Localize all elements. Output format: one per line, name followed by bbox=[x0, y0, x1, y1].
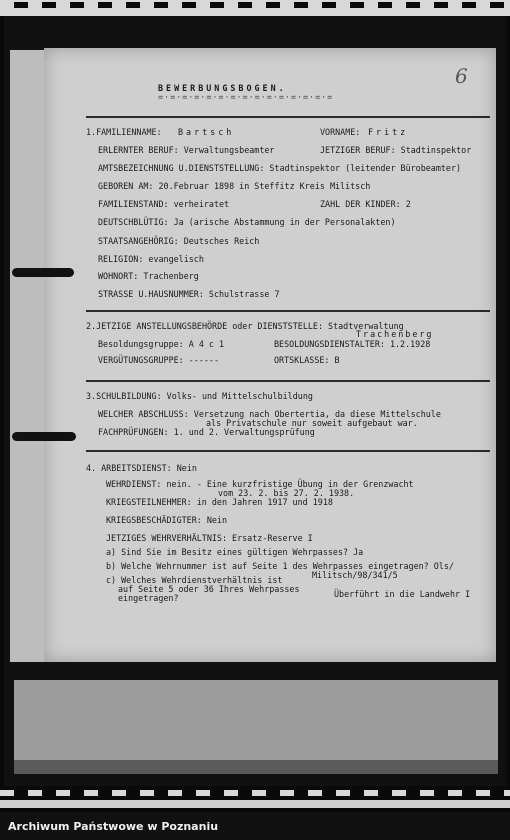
page-number: 6 bbox=[455, 64, 468, 88]
vorname-value: Fritz bbox=[368, 127, 409, 137]
familienname-value: Bartsch bbox=[178, 127, 235, 137]
divider-4 bbox=[86, 450, 490, 452]
amtsbezeichnung: AMTSBEZEICHNUNG U.DIENSTSTELLUNG: Stadtinspektor (leitender Bürobeamter) bbox=[98, 163, 462, 173]
kriegsteilnehmer: KRIEGSTEILNEHMER: in den Jahren 1917 und 1918 bbox=[106, 497, 333, 507]
dienststelle-ort: Trachenberg bbox=[356, 329, 434, 339]
film-perforation-top bbox=[0, 2, 510, 8]
divider-1 bbox=[86, 116, 490, 118]
ortsklasse: ORTSKLASSE: B bbox=[274, 355, 340, 365]
erlernter-beruf: ERLERNTER BERUF: Verwaltungsbeamter bbox=[98, 145, 275, 155]
frage-c-line1: c) Welches Wehrdienstverhältnis ist bbox=[106, 575, 283, 585]
underlying-page bbox=[14, 680, 498, 760]
wohnort: WOHNORT: Trachenberg bbox=[98, 271, 199, 281]
frage-b-antwort: Militsch/98/341/5 bbox=[312, 570, 398, 580]
verguetungsgruppe: VERGÜTUNGSGRUPPE: ------ bbox=[98, 355, 220, 365]
dienststelle: 2.JETZIGE ANSTELLUNGSBEHÖRDE oder DIENSTSTELLE: Stadtverwaltung bbox=[86, 321, 404, 331]
frage-a: a) Sind Sie im Besitz eines gültigen Wehrpasses? Ja bbox=[106, 547, 364, 557]
fachpruefungen: FACHPRÜFUNGEN: 1. und 2. Verwaltungsprüfung bbox=[98, 427, 315, 437]
besoldungsdienstalter: BESOLDUNGSDIENSTALTER: 1.2.1928 bbox=[274, 339, 431, 349]
title-underline: =·=·=·=·=·=·=·=·=·=·=·=·=·=·= bbox=[158, 92, 334, 102]
scan-bottom-edge bbox=[0, 800, 510, 808]
frage-b: b) Welche Wehrnummer ist auf Seite 1 des Wehrpasses eingetragen? Ols/ bbox=[106, 561, 454, 571]
archive-name: Archiwum Państwowe w Poznaniu bbox=[8, 820, 219, 833]
geboren: GEBOREN AM: 20.Februar 1898 in Steffitz Kreis Militsch bbox=[98, 181, 371, 191]
frage-c-line2: auf Seite 5 oder 36 Ihres Wehrpasses bbox=[118, 584, 300, 594]
underlying-strip bbox=[14, 760, 498, 774]
religion: RELIGION: evangelisch bbox=[98, 254, 204, 264]
strasse-hausnummer: STRASSE U.HAUSNUMMER: Schulstrasse 7 bbox=[98, 289, 280, 299]
divider-2 bbox=[86, 310, 490, 312]
schulbildung: 3.SCHULBILDUNG: Volks- und Mittelschulbildung bbox=[86, 391, 313, 401]
kriegsbeschaedigter: KRIEGSBESCHÄDIGTER: Nein bbox=[106, 515, 228, 525]
document-title: BEWERBUNGSBOGEN. bbox=[158, 83, 287, 93]
film-perforation-bottom bbox=[0, 790, 510, 796]
divider-3 bbox=[86, 380, 490, 382]
welcher-abschluss-cont: als Privatschule nur soweit aufgebaut war. bbox=[206, 418, 418, 428]
familienstand: FAMILIENSTAND: verheiratet bbox=[98, 199, 230, 209]
welcher-abschluss: WELCHER ABSCHLUSS: Versetzung nach Obertertia, da diese Mittelschule bbox=[98, 409, 441, 419]
frage-c-line3: eingetragen? bbox=[118, 593, 179, 603]
besoldungsgruppe: Besoldungsgruppe: A 4 c 1 bbox=[98, 339, 225, 349]
staatsangehoerig: STAATSANGEHÖRIG: Deutsches Reich bbox=[98, 236, 260, 246]
wehrdienst-cont: vom 23. 2. bis 27. 2. 1938. bbox=[218, 488, 355, 498]
folder-tab bbox=[10, 50, 44, 662]
wehrdienst: WEHRDIENST: nein. - Eine kurzfristige Übung in der Grenzwacht bbox=[106, 479, 414, 489]
frage-c-antwort: Überführt in die Landwehr I bbox=[334, 589, 471, 599]
deutschbluetig: DEUTSCHBLÜTIG: Ja (arische Abstammung in der Personalakten) bbox=[98, 217, 396, 227]
arbeitsdienst: 4. ARBEITSDIENST: Nein bbox=[86, 463, 197, 473]
jetziges-wehrverhaeltnis: JETZIGES WEHRVERHÄLTNIS: Ersatz-Reserve I bbox=[106, 533, 313, 543]
punch-hole-top bbox=[12, 268, 74, 277]
punch-hole-bottom bbox=[12, 432, 76, 441]
archive-footer bbox=[0, 812, 510, 840]
vorname-label: VORNAME: bbox=[320, 127, 361, 137]
jetziger-beruf: JETZIGER BERUF: Stadtinspektor bbox=[320, 145, 472, 155]
familienname-label: 1.FAMILIENNAME: bbox=[86, 127, 162, 137]
zahl-der-kinder: ZAHL DER KINDER: 2 bbox=[320, 199, 411, 209]
